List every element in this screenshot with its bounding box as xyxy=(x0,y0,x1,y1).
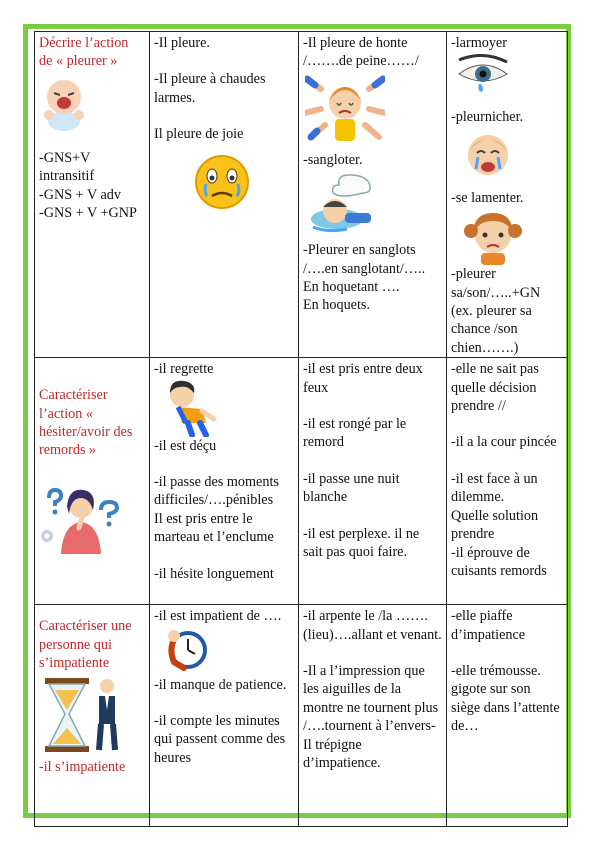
row-heading-cell xyxy=(35,358,150,605)
expression-item: -il passe une nuit blanche xyxy=(303,470,400,506)
expression-item: -il compte les minutes qui passent comme des heures xyxy=(154,713,286,766)
expression-item: -il éprouve de cuisants remords xyxy=(451,544,547,579)
table-row xyxy=(35,605,568,827)
row-title: Décrire l’action de « pleurer » xyxy=(39,35,129,70)
crying-baby-icon xyxy=(39,75,89,131)
expressions-cell xyxy=(299,32,447,358)
expression-item: Il est pris entre le marteau et l’enclume xyxy=(154,510,274,546)
expression-item: -Il a l’impression que les aiguilles de la montre ne tournent plus /….tournent à l’envers-Il trépigne d’impatience. xyxy=(303,663,439,772)
expression-item: -il hésite longuement xyxy=(154,565,274,582)
expressions-cell xyxy=(150,32,299,358)
expression-item: -il regrette xyxy=(154,361,214,378)
vocabulary-table xyxy=(34,31,568,827)
whimpering-boy-icon xyxy=(463,131,513,183)
teary-eye-icon xyxy=(455,54,511,94)
expression-item: -il est pris entre deux feux xyxy=(303,361,423,396)
expression-item: -elle piaffe d’impatience xyxy=(451,608,526,643)
row-heading-cell xyxy=(35,605,150,827)
expression-item: -elle trémousse. gigote sur son siège dans l’attente de… xyxy=(451,663,560,735)
expressions-cell xyxy=(447,605,568,827)
expression-item: -Il pleure à chaudes larmes. xyxy=(154,71,266,106)
expressions-cell xyxy=(150,605,299,827)
expression-item: -il est impatient de …. xyxy=(154,608,282,625)
clock-watcher-icon xyxy=(160,628,208,672)
grammar-pattern: -GNS + V +GNP xyxy=(39,205,137,222)
expression-item: -il passe des moments difficiles/….pénibles xyxy=(154,474,279,509)
expression-item: -pleurnicher. xyxy=(451,109,524,126)
grammar-pattern: -GNS + V adv xyxy=(39,186,121,203)
expression-item: -il est face à un dilemme. xyxy=(451,470,538,506)
table-row xyxy=(35,32,568,358)
expression-item: Il pleure de joie xyxy=(154,126,244,143)
row-title: Caractériser une personne qui s’impatiente xyxy=(39,618,132,672)
expression-item: -il est perplexe. il ne sait pas quoi faire. xyxy=(303,525,420,561)
expressions-cell xyxy=(447,32,568,358)
expression-item: En hoquets. xyxy=(303,297,370,314)
hourglass-man-icon xyxy=(41,674,125,754)
expression-item: -pleurer sa/son/…..+GN (ex. pleurer sa chance /son chien…….) xyxy=(451,266,541,356)
row-heading-cell xyxy=(35,32,150,358)
expressions-cell xyxy=(150,358,299,605)
expression-item: -il est rongé par le remord xyxy=(303,416,407,451)
sad-girl-icon xyxy=(463,209,523,265)
thinking-woman-icon xyxy=(39,484,123,554)
expression-item: -il arpente le /la ……. (lieu)….allant et venant. xyxy=(303,608,442,643)
expressions-cell xyxy=(299,605,447,827)
expression-item: En hoquetant …. xyxy=(303,279,400,296)
expressions-cell xyxy=(299,358,447,605)
expressions-cell xyxy=(447,358,568,605)
row-subtitle: -il s’impatiente xyxy=(39,759,126,776)
expression-item: -Pleurer en sanglots /….en sanglotant/….. xyxy=(303,242,426,277)
expression-item: -larmoyer xyxy=(451,35,507,51)
sobbing-child-icon xyxy=(307,173,387,235)
expression-item: -elle ne sait pas quelle décision prendre // xyxy=(451,361,539,415)
expression-item: -Il pleure de honte /…….de peine……/ xyxy=(303,35,419,70)
grammar-pattern: -GNS+V intransitif xyxy=(39,149,95,185)
expression-item: Quelle solution prendre xyxy=(451,507,539,543)
expression-item: -il a la cour pincée xyxy=(451,434,557,451)
expression-item: -sangloter. xyxy=(303,151,363,168)
expression-item: -Il pleure. xyxy=(154,35,210,51)
expression-item: -il est déçu xyxy=(154,437,217,454)
expression-item: -se lamenter. xyxy=(451,189,524,206)
crying-emoji-icon xyxy=(192,154,252,210)
expression-item: -il manque de patience. xyxy=(154,676,287,693)
row-title: Caractériser l’action « hésiter/avoir des remords » xyxy=(39,387,133,459)
regretful-boy-icon xyxy=(162,379,222,437)
table-row xyxy=(35,358,568,605)
crying-girl-pointed-at-icon xyxy=(305,73,385,143)
